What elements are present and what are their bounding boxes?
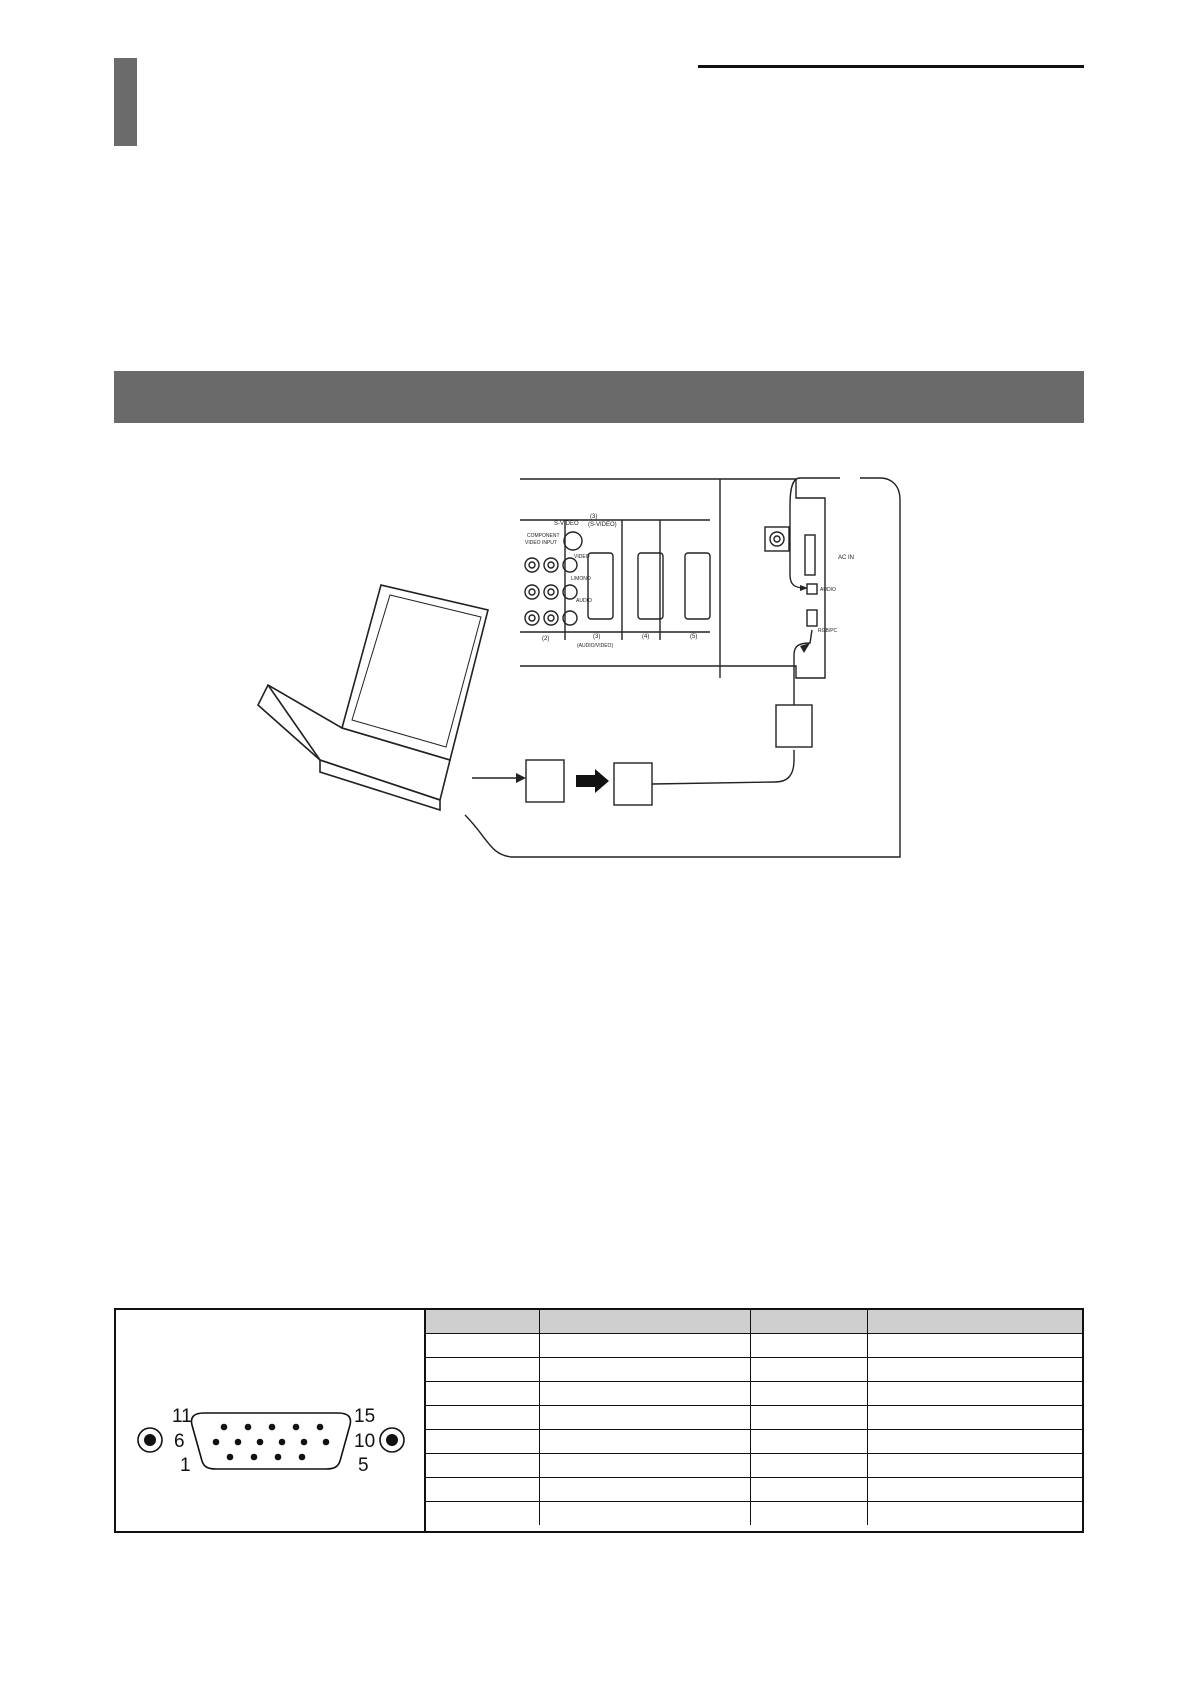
- pin-label-5: 5: [358, 1455, 369, 1475]
- table-cell: [539, 1334, 750, 1358]
- table-cell: [867, 1358, 1082, 1382]
- vga-plug-tv-end: [776, 705, 812, 747]
- table-cell: [426, 1334, 539, 1358]
- table-cell: [426, 1478, 539, 1502]
- audio-r-label: AUDIO: [576, 598, 592, 604]
- input3-label: (3): [593, 634, 601, 640]
- table-cell: [750, 1334, 867, 1358]
- table-cell: [426, 1406, 539, 1430]
- table-cell: [867, 1478, 1082, 1502]
- table-row: [426, 1358, 1082, 1382]
- input5-label: (5): [690, 634, 698, 640]
- l-mono-label: L/MONO: [571, 576, 591, 582]
- table-header-cell: [867, 1310, 1082, 1334]
- table-row: [426, 1478, 1082, 1502]
- table-cell: [867, 1382, 1082, 1406]
- input3-num-label: (3): [590, 514, 598, 520]
- component-label-2: VIDEO INPUT: [525, 540, 557, 546]
- table-row: [426, 1430, 1082, 1454]
- table-header-cell: [426, 1310, 539, 1334]
- ac-in-socket: [805, 535, 815, 575]
- pin-label-1: 1: [180, 1455, 191, 1475]
- input2-label: (2): [542, 636, 550, 642]
- scart-3: [588, 553, 613, 619]
- scart-5: [685, 553, 710, 619]
- connect-arrow: [576, 769, 609, 793]
- input4-label: (4): [642, 634, 650, 640]
- input3-svideo-label: (S-VIDEO): [588, 522, 617, 528]
- vga-cable: [652, 750, 794, 784]
- pin-assignment-table: [114, 1308, 1084, 1533]
- vga-plug-laptop-end: [614, 763, 652, 805]
- chapter-tab: [114, 58, 137, 146]
- laptop: [258, 585, 488, 810]
- pin-label-15: 15: [354, 1406, 376, 1427]
- component-jacks: [525, 558, 577, 625]
- table-cell: [750, 1454, 867, 1478]
- table-cell: [750, 1406, 867, 1430]
- antenna-jack: [765, 527, 789, 551]
- table-cell: [750, 1358, 867, 1382]
- table-row: [426, 1382, 1082, 1406]
- rgb-pc-port: [807, 610, 817, 626]
- table-cell: [750, 1478, 867, 1502]
- table-cell: [426, 1358, 539, 1382]
- connector-illustration-cell: [116, 1310, 426, 1531]
- header-rule: [698, 65, 1084, 68]
- component-label: COMPONENT: [527, 533, 560, 539]
- pin-table-grid: [426, 1310, 1082, 1525]
- table-row: [426, 1454, 1082, 1478]
- table-cell: [539, 1358, 750, 1382]
- table-cell: [539, 1382, 750, 1406]
- table-cell: [750, 1502, 867, 1526]
- video-label: VIDEO: [574, 554, 590, 560]
- rgb-pc-label: RGB/PC: [818, 628, 838, 634]
- pin-label-10: 10: [354, 1431, 376, 1452]
- table-cell: [750, 1382, 867, 1406]
- section-heading-bar: [114, 371, 1084, 423]
- table-row: [426, 1502, 1082, 1526]
- s-video-jack: [564, 532, 582, 550]
- table-cell: [867, 1502, 1082, 1526]
- table-header-cell: [750, 1310, 867, 1334]
- table-cell: [867, 1334, 1082, 1358]
- table-cell: [750, 1430, 867, 1454]
- s-video-label: S-VIDEO: [554, 521, 579, 527]
- table-cell: [867, 1406, 1082, 1430]
- table-cell: [867, 1430, 1082, 1454]
- table-cell: [867, 1454, 1082, 1478]
- table-cell: [539, 1478, 750, 1502]
- table-cell: [539, 1454, 750, 1478]
- pin-label-11: 11: [172, 1406, 192, 1427]
- pc-connection-diagram: [240, 460, 940, 870]
- table-row: [426, 1406, 1082, 1430]
- d-sub-connector: [126, 1405, 416, 1475]
- table-cell: [426, 1454, 539, 1478]
- table-cell: [426, 1382, 539, 1406]
- table-cell: [426, 1430, 539, 1454]
- table-row: [426, 1334, 1082, 1358]
- audio-port-label: AUDIO: [820, 587, 836, 593]
- table-cell: [539, 1502, 750, 1526]
- audio-video-label: (AUDIO/VIDEO): [577, 643, 614, 649]
- table-cell: [426, 1502, 539, 1526]
- audio-port: [807, 584, 817, 594]
- pin-label-6: 6: [174, 1431, 185, 1452]
- table-cell: [539, 1430, 750, 1454]
- adapter: [526, 760, 564, 802]
- ac-in-label: AC IN: [838, 555, 855, 561]
- table-header-cell: [539, 1310, 750, 1334]
- scart-4: [638, 553, 663, 619]
- table-cell: [539, 1406, 750, 1430]
- table-header-row: [426, 1310, 1082, 1334]
